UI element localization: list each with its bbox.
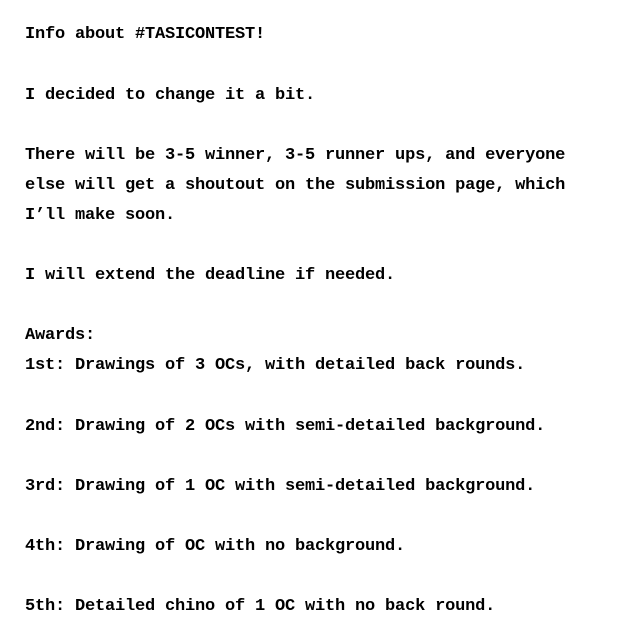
award-item: 2nd: Drawing of 2 OCs with semi-detailed background.	[25, 417, 546, 436]
award-item: 5th: Detailed chino of 1 OC with no back round.	[25, 597, 496, 616]
paragraph-line: I’ll make soon.	[25, 206, 176, 225]
award-item: 1st: Drawings of 3 OCs, with detailed back rounds.	[25, 356, 526, 375]
award-item: 4th: Drawing of OC with no background.	[25, 537, 406, 556]
paragraph-line: I decided to change it a bit.	[25, 86, 316, 105]
document-heading: Info about #TASICONTEST!	[25, 25, 266, 44]
paragraph-line: There will be 3-5 winner, 3-5 runner ups, and everyone	[25, 146, 566, 165]
awards-label: Awards:	[25, 326, 96, 345]
paragraph-line: else will get a shoutout on the submission page, which	[25, 176, 566, 195]
paragraph-line: I will extend the deadline if needed.	[25, 266, 396, 285]
award-item: 3rd: Drawing of 1 OC with semi-detailed background.	[25, 477, 536, 496]
